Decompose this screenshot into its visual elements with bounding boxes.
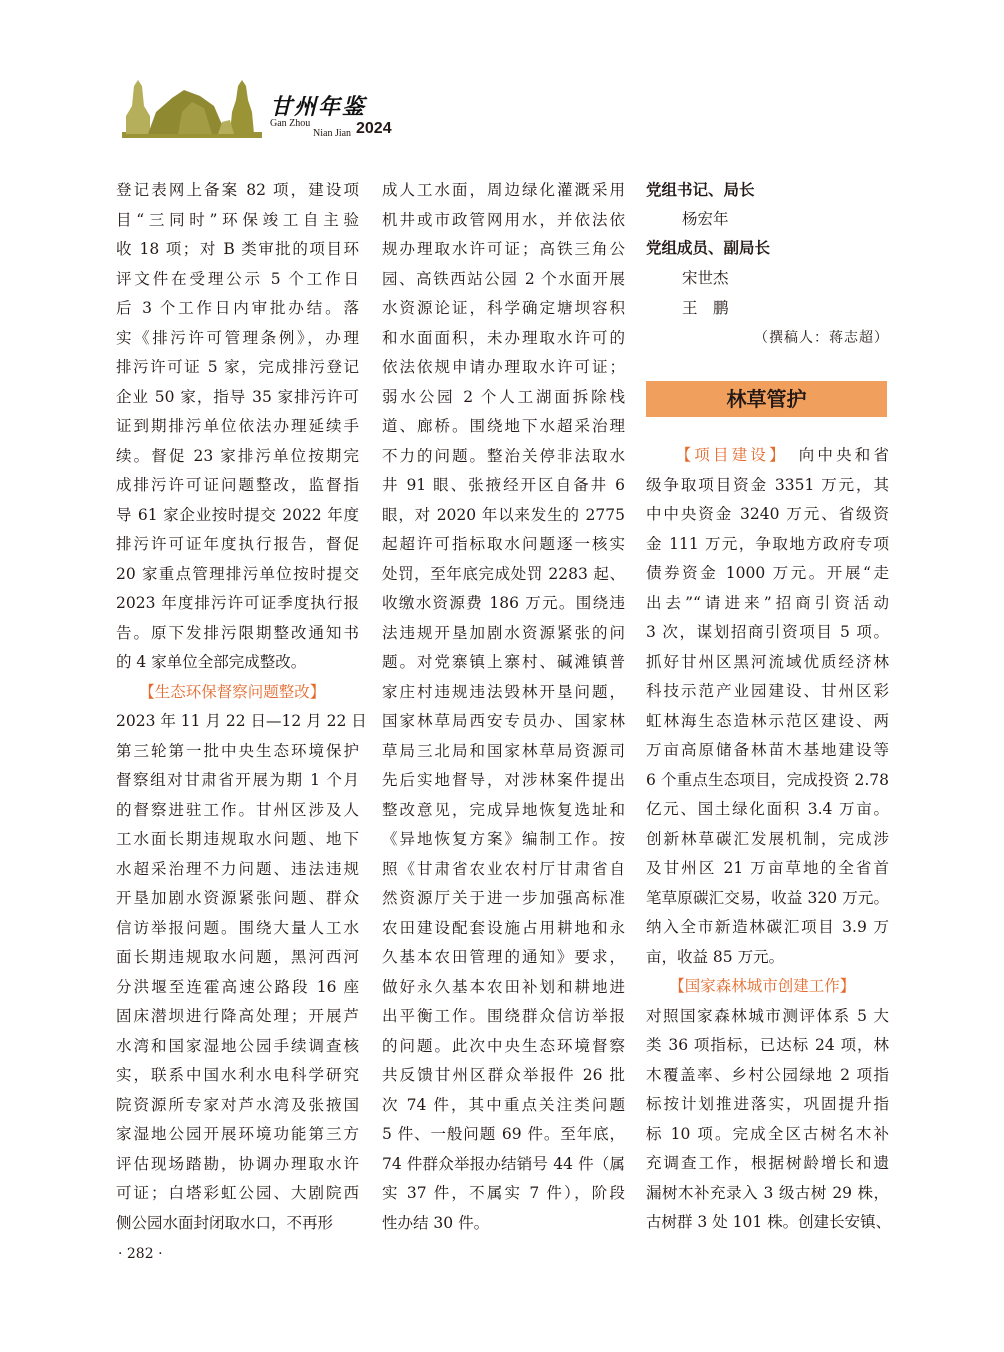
body-text-line: 的督察进驻工作。甘州区涉及人 bbox=[116, 800, 359, 819]
subheading-project-construction: 【项目建设】 bbox=[646, 446, 781, 464]
roster-name: 王 鹏 bbox=[682, 299, 729, 317]
body-text-line: 题。对党寨镇上寨村、碱滩镇普 bbox=[382, 653, 625, 671]
body-text-line: 标按计划推进落实，巩固提升指 bbox=[646, 1095, 889, 1113]
roster-title: 党组成员、副局长 bbox=[646, 239, 771, 257]
body-text-line: 类 36 项指标，已达标 24 项，林 bbox=[646, 1036, 889, 1054]
body-text-line: 草局三北局和国家林草局资源司 bbox=[382, 741, 625, 760]
body-text-line: 开垦加剧水资源紧张问题、群众 bbox=[116, 889, 359, 907]
body-text-line: 万亩高原储备林苗木基地建设等 bbox=[646, 741, 889, 759]
body-text-line: 证到期排污单位依法办理延续手 bbox=[116, 417, 359, 435]
body-text-line: 金 111 万元，争取地方政府专项 bbox=[646, 534, 889, 553]
yearbook-latin-nian-jian: Nian Jian bbox=[313, 128, 352, 139]
body-text-line: 5 件、一般问题 69 件。至年底， bbox=[382, 1125, 625, 1143]
body-text-line: 亩，收益 85 万元。 bbox=[646, 947, 785, 966]
body-text-line: 共反馈甘州区群众举报件 26 批 bbox=[382, 1066, 625, 1084]
body-text-line: 《异地恢复方案》编制工作。按 bbox=[382, 830, 625, 848]
body-text-line: 木覆盖率、乡村公园绿地 2 项指 bbox=[646, 1065, 889, 1084]
body-text-line: 漏树木补充录入 3 级古树 29 株， bbox=[646, 1183, 889, 1202]
body-text-line: 分洪堰至连霍高速公路段 16 座 bbox=[116, 977, 359, 996]
author-credit: （撰稿人：蒋志超） bbox=[754, 330, 889, 346]
page-number: · 282 · bbox=[118, 1246, 163, 1262]
body-text-line: 2023 年度排污许可证季度执行报 bbox=[116, 594, 359, 612]
body-text-line: 告。原下发排污限期整改通知书 bbox=[116, 623, 359, 642]
body-text-line: 眼，对 2020 年以来发生的 2775 bbox=[382, 505, 625, 524]
body-text-line: 出平衡工作。围绕群众信访举报 bbox=[382, 1007, 625, 1025]
body-text-line: 抓好甘州区黑河流域优质经济林 bbox=[646, 652, 889, 671]
body-text-line: 20 家重点管理排污单位按时提交 bbox=[116, 564, 359, 583]
yearbook-latin-gan-zhou: Gan Zhou bbox=[270, 118, 311, 129]
yearbook-header bbox=[122, 76, 412, 142]
body-text-line: 督察组对甘肃省开展为期 1 个月 bbox=[116, 771, 359, 789]
body-text-line: 6 个重点生态项目，完成投资 2.78 bbox=[646, 770, 889, 789]
body-text-line: 法违规开垦加剧水资源紧张的问 bbox=[382, 623, 625, 642]
body-text-line: 2023 年 11 月 22 日—12 月 22 日 bbox=[116, 712, 367, 730]
body-text-line: 纳入全市新造林碳汇项目 3.9 万 bbox=[646, 918, 889, 936]
body-text-line: 出去”“请进来”招商引资活动 bbox=[646, 593, 889, 612]
subheading-line: 【国家森林城市创建工作】 bbox=[646, 977, 856, 995]
body-text-line: 导 61 家企业按时提交 2022 年度 bbox=[116, 505, 359, 524]
body-text-line: 评估现场踏勘，协调办理取水许 bbox=[116, 1154, 359, 1173]
body-text-line: 收 18 项；对 B 类审批的项目环 bbox=[116, 240, 359, 258]
body-text-line: 可证；白塔彩虹公园、大剧院西 bbox=[116, 1184, 359, 1202]
subheading-line: 【生态环保督察问题整改】 bbox=[116, 682, 326, 701]
body-text-line: 国家林草局西安专员办、国家林 bbox=[382, 712, 625, 730]
body-text-line: 院资源所专家对芦水湾及张掖国 bbox=[116, 1095, 359, 1114]
body-text-line: 农田建设配套设施占用耕地和永 bbox=[382, 918, 625, 937]
body-text-line: 水超采治理不力问题、违法违规 bbox=[116, 859, 359, 878]
body-text-line: 排污许可证 5 家，完成排污登记 bbox=[116, 358, 359, 376]
body-text-line: 亿元、国土绿化面积 3.4 万亩。 bbox=[646, 800, 889, 818]
body-text-line: 对照国家森林城市测评体系 5 大 bbox=[646, 1006, 889, 1025]
landscape-pagoda-logo bbox=[122, 76, 262, 140]
body-text-line: 工水面长期违规取水问题、地下 bbox=[116, 830, 359, 848]
body-text-line: 第三轮第一批中央生态环境保护 bbox=[116, 741, 359, 760]
body-text-line: 水湾和国家湿地公园手续调查核 bbox=[116, 1036, 359, 1055]
body-text-line: 机井或市政管网用水，并依法依 bbox=[382, 210, 625, 229]
body-text-line: 先后实地督导，对涉林案件提出 bbox=[382, 771, 625, 789]
body-text-line: 弱水公园 2 个人工湖面拆除栈 bbox=[382, 387, 625, 406]
body-text-line: 次 74 件，其中重点关注类问题 bbox=[382, 1095, 625, 1114]
body-text-line: 评文件在受理公示 5 个工作日 bbox=[116, 269, 359, 288]
body-text-line: 的 4 家单位全部完成整改。 bbox=[116, 653, 307, 671]
body-text-line: 笔草原碳汇交易，收益 320 万元。 bbox=[646, 888, 889, 907]
body-text-line: 实《排污许可管理条例》，办理 bbox=[116, 328, 359, 347]
body-text-line: 依法依规申请办理取水许可证； bbox=[382, 358, 625, 376]
body-text-line: 收缴水资源费 186 万元。围绕违 bbox=[382, 594, 625, 612]
roster-name: 宋世杰 bbox=[682, 269, 729, 287]
body-text-line: 实 37 件，不属实 7 件），阶段 bbox=[382, 1184, 625, 1202]
body-text-line: 中中央资金 3240 万元、省级资 bbox=[646, 505, 889, 523]
body-text-line: 处罚，至年底完成处罚 2283 起、 bbox=[382, 564, 625, 583]
body-text-line: 目“三同时”环保竣工自主验 bbox=[116, 210, 359, 229]
body-text-line: 整改意见，完成异地恢复选址和 bbox=[382, 800, 625, 819]
body-text-line: 和水面面积，未办理取水许可的 bbox=[382, 328, 625, 347]
body-text-line: 74 件群众举报办结销号 44 件（属 bbox=[382, 1154, 625, 1173]
body-text-line: 道、廊桥。围绕地下水超采治理 bbox=[382, 417, 625, 435]
body-text-line: 的问题。此次中央生态环境督察 bbox=[382, 1036, 625, 1055]
body-text-line: 成排污许可证问题整改，监督指 bbox=[116, 476, 359, 494]
body-text-line: 面长期违规取水问题，黑河西河 bbox=[116, 948, 359, 966]
body-text-line: 续。督促 23 家排污单位按期完 bbox=[116, 446, 359, 465]
body-text-line: 信访举报问题。围绕大量人工水 bbox=[116, 918, 359, 937]
body-text-line: 固床潜坝进行降高处理；开展芦 bbox=[116, 1007, 359, 1025]
body-text-line: 家湿地公园开展环境功能第三方 bbox=[116, 1125, 359, 1143]
body-text-line: 照《甘肃省农业农村厅甘肃省自 bbox=[382, 859, 625, 878]
body-text-line: 久基本农田管理的通知》要求， bbox=[382, 948, 625, 966]
yearbook-year: 2024 bbox=[356, 120, 392, 137]
body-text-line: 排污许可证年度执行报告，督促 bbox=[116, 535, 359, 553]
body-text-line: 创新林草碳汇发展机制，完成涉 bbox=[646, 829, 889, 848]
body-text-line bbox=[646, 443, 889, 467]
body-text-line: 园、高铁西站公园 2 个水面开展 bbox=[382, 269, 625, 288]
body-text-line: 水资源论证，科学确定塘坝容积 bbox=[382, 299, 625, 317]
body-text-line: 科技示范产业园建设、甘州区彩 bbox=[646, 682, 889, 700]
body-text-line: 规办理取水许可证；高铁三角公 bbox=[382, 240, 625, 258]
body-text-line: 成人工水面，周边绿化灌溉采用 bbox=[382, 181, 625, 199]
section-heading-forest-grass: 林草管护 bbox=[646, 381, 887, 417]
body-text-line: 3 次，谋划招商引资项目 5 项。 bbox=[646, 623, 889, 641]
roster-name: 杨宏年 bbox=[682, 210, 729, 228]
body-text-line: 充调查工作，根据树龄增长和遗 bbox=[646, 1154, 889, 1172]
body-text-line: 登记表网上备案 82 项，建设项 bbox=[116, 181, 359, 199]
body-text-line: 古树群 3 处 101 株。创建长安镇、 bbox=[646, 1213, 892, 1231]
body-text-line: 性办结 30 件。 bbox=[382, 1213, 490, 1232]
yearbook-calligraphy-title: 甘州年鉴 bbox=[270, 94, 367, 120]
body-text-line: 企业 50 家，指导 35 家排污许可 bbox=[116, 387, 359, 406]
body-text-line: 标 10 项。完成全区古树名木补 bbox=[646, 1124, 889, 1143]
body-text-line: 侧公园水面封闭取水口，不再形 bbox=[116, 1213, 334, 1232]
body-text-line: 起超许可指标取水问题逐一核实 bbox=[382, 535, 625, 553]
body-text-line: 虹林海生态造林示范区建设、两 bbox=[646, 711, 889, 730]
body-text-line: 级争取项目资金 3351 万元，其 bbox=[646, 475, 889, 494]
body-text-line: 不力的问题。整治关停非法取水 bbox=[382, 446, 625, 465]
body-text-line: 做好永久基本农田补划和耕地进 bbox=[382, 977, 625, 996]
body-text-fragment: 向中央和省 bbox=[780, 446, 889, 464]
body-text-line: 后 3 个工作日内审批办结。落 bbox=[116, 299, 359, 317]
body-text-line: 井 91 眼、张掖经开区自备井 6 bbox=[382, 476, 625, 494]
body-text-line: 实，联系中国水利水电科学研究 bbox=[116, 1066, 359, 1084]
body-text-line: 然资源厅关于进一步加强高标准 bbox=[382, 889, 625, 907]
body-text-line: 家庄村违规违法毁林开垦问题， bbox=[382, 682, 625, 701]
body-text-line: 及甘州区 21 万亩草地的全省首 bbox=[646, 859, 889, 877]
roster-title: 党组书记、局长 bbox=[646, 181, 755, 199]
body-text-line: 债券资金 1000 万元。开展“走 bbox=[646, 564, 889, 582]
